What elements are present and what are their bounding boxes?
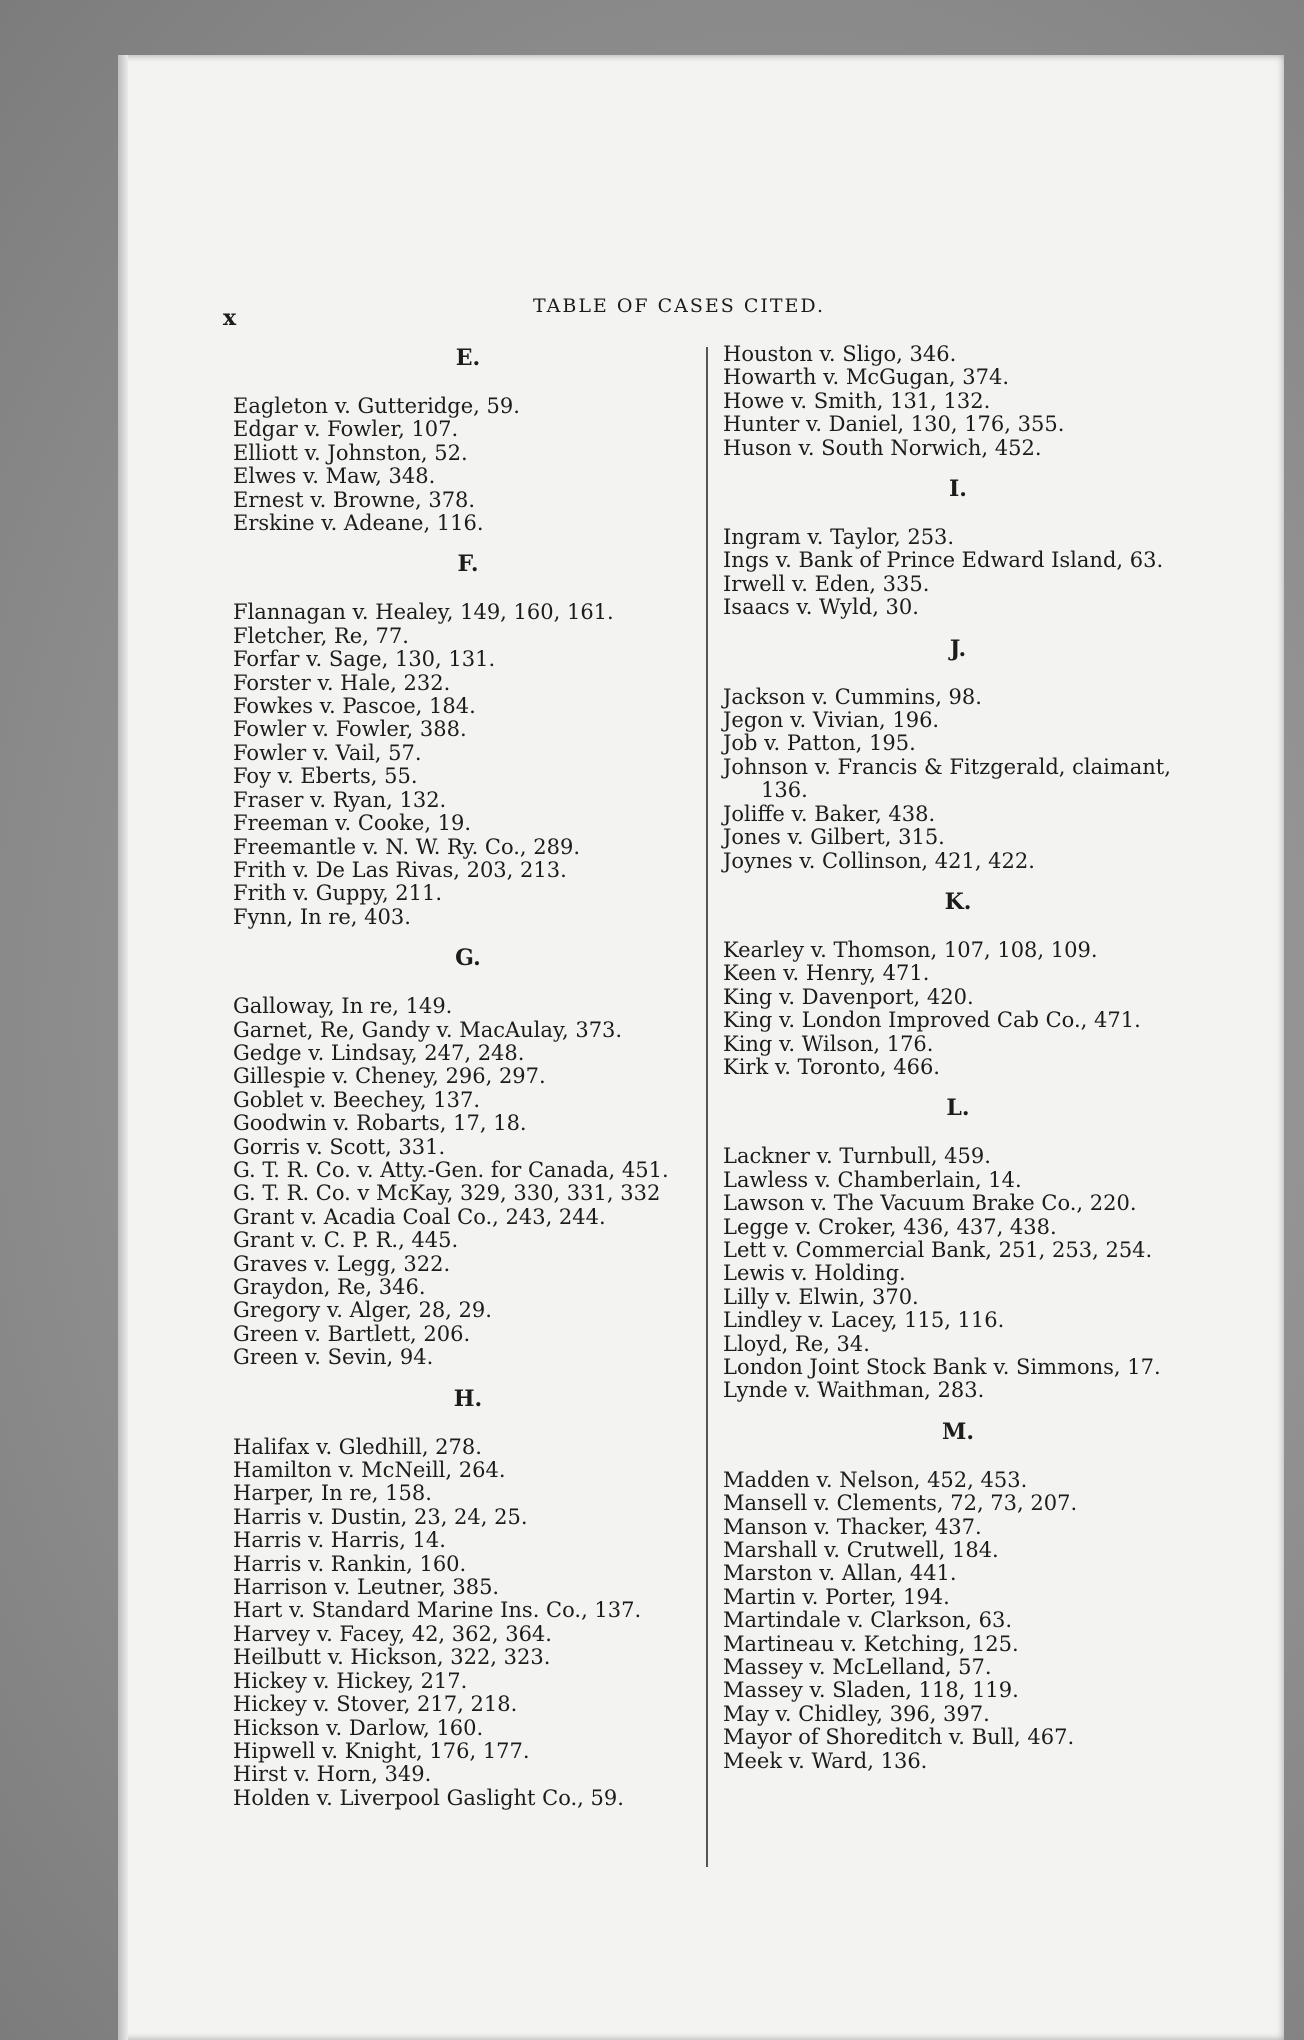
case-entry: Forster v. Hale, 232. — [233, 670, 451, 695]
case-entry: Meek v. Ward, 136. — [723, 1748, 928, 1773]
case-entry: Fowler v. Vail, 57. — [233, 740, 422, 765]
page-number: x — [223, 305, 237, 331]
case-entry: Lawless v. Chamberlain, 14. — [723, 1167, 1022, 1192]
case-entry: Marshall v. Crutwell, 184. — [723, 1538, 999, 1563]
case-entry: King v. London Improved Cab Co., 471. — [723, 1008, 1141, 1033]
case-entry: Hart v. Standard Marine Ins. Co., 137. — [233, 1598, 642, 1623]
case-entry: Jegon v. Vivian, 196. — [723, 708, 940, 733]
running-head — [118, 295, 1284, 331]
right-column — [723, 343, 1193, 1791]
case-entry: Harris v. Harris, 14. — [233, 1528, 446, 1553]
case-entry: Graydon, Re, 346. — [233, 1275, 426, 1299]
case-entry: Harrison v. Leutner, 385. — [233, 1575, 500, 1600]
case-entry: Erskine v. Adeane, 116. — [233, 511, 484, 536]
case-entry: Martineau v. Ketching, 125. — [723, 1631, 1019, 1656]
case-entry: Job v. Patton, 195. — [723, 731, 916, 756]
case-entry: Grant v. C. P. R., 445. — [233, 1228, 459, 1253]
case-entry: Lewis v. Holding. — [723, 1261, 906, 1286]
case-entry: Ings v. Bank of Prince Edward Island, 63. — [723, 548, 1164, 573]
index-section — [723, 635, 1193, 873]
case-entry: Grant v. Acadia Coal Co., 243, 244. — [233, 1204, 606, 1229]
case-entry: Frith v. Guppy, 211. — [233, 881, 443, 906]
section-letter: L. — [946, 1095, 970, 1122]
index-section — [233, 553, 703, 929]
index-section — [723, 1097, 1193, 1402]
case-entry: Forfar v. Sage, 130, 131. — [233, 647, 496, 672]
index-section — [723, 1418, 1193, 1773]
case-entry: Galloway, In re, 149. — [233, 994, 453, 1019]
section-letter: I. — [949, 476, 967, 503]
case-entry: Fowkes v. Pascoe, 184. — [233, 694, 476, 719]
case-entry: Howe v. Smith, 131, 132. — [723, 388, 991, 413]
case-entry: Holden v. Liverpool Gaslight Co., 59. — [233, 1785, 624, 1810]
page-edge — [118, 55, 128, 2040]
case-entry: Gorris v. Scott, 331. — [233, 1134, 446, 1159]
case-entry: Johnson v. Francis & Fitzgerald, claimant, 136. — [723, 754, 1171, 803]
section-letter: G. — [455, 945, 481, 972]
case-entry: Houston v. Sligo, 346. — [723, 342, 957, 366]
case-entry: Ingram v. Taylor, 253. — [723, 525, 955, 550]
case-entry: Jones v. Gilbert, 315. — [723, 825, 945, 850]
case-entry: Lynde v. Waithman, 283. — [723, 1378, 985, 1403]
case-entry: Goodwin v. Robarts, 17, 18. — [233, 1111, 527, 1136]
case-entry: King v. Davenport, 420. — [723, 984, 974, 1009]
case-entry: Elliott v. Johnston, 52. — [233, 440, 468, 465]
case-entry: Gedge v. Lindsay, 247, 248. — [233, 1040, 525, 1065]
case-entry: Harris v. Dustin, 23, 24, 25. — [233, 1504, 528, 1529]
case-entry: Lindley v. Lacey, 115, 116. — [723, 1308, 1005, 1333]
case-entry: Keen v. Henry, 471. — [723, 961, 930, 986]
book-page — [118, 55, 1284, 2040]
case-entry: Harvey v. Facey, 42, 362, 364. — [233, 1621, 552, 1646]
case-entry: Lett v. Commercial Bank, 251, 253, 254. — [723, 1237, 1153, 1262]
case-entry: Martin v. Porter, 194. — [723, 1584, 950, 1609]
case-entry: Lackner v. Turnbull, 459. — [723, 1144, 991, 1169]
case-entry: Green v. Sevin, 94. — [233, 1345, 434, 1370]
index-section — [723, 888, 1193, 1079]
case-entry: Massey v. McLelland, 57. — [723, 1655, 992, 1680]
case-entry: Mayor of Shoreditch v. Bull, 467. — [723, 1725, 1075, 1750]
case-entry: Edgar v. Fowler, 107. — [233, 417, 459, 442]
index-section — [233, 347, 703, 535]
case-entry: Hickey v. Hickey, 217. — [233, 1668, 468, 1693]
index-section — [723, 343, 1193, 460]
case-entry: Massey v. Sladen, 118, 119. — [723, 1678, 1019, 1703]
case-entry: Madden v. Nelson, 452, 453. — [723, 1467, 1028, 1492]
case-entry: Huson v. South Norwich, 452. — [723, 435, 1042, 460]
case-entry: Frith v. De Las Rivas, 203, 213. — [233, 857, 567, 882]
case-entry: Marston v. Allan, 441. — [723, 1561, 957, 1586]
case-entry: Legge v. Croker, 436, 437, 438. — [723, 1214, 1057, 1239]
case-entry: Gillespie v. Cheney, 296, 297. — [233, 1064, 546, 1089]
page-title: TABLE OF CASES CITED. — [533, 295, 826, 317]
case-entry: Goblet v. Beechey, 137. — [233, 1087, 481, 1112]
case-entry: Isaacs v. Wyld, 30. — [723, 595, 919, 620]
case-entry: Eagleton v. Gutteridge, 59. — [233, 394, 520, 418]
case-entry: Foy v. Eberts, 55. — [233, 764, 418, 789]
case-entry: Hickey v. Stover, 217, 218. — [233, 1692, 518, 1717]
case-entry: Lloyd, Re, 34. — [723, 1331, 870, 1356]
left-column — [233, 343, 703, 1828]
case-entry: Freeman v. Cooke, 19. — [233, 811, 472, 836]
case-entry: Kearley v. Thomson, 107, 108, 109. — [723, 937, 1098, 962]
case-entry: Kirk v. Toronto, 466. — [723, 1054, 940, 1079]
case-entry: Lilly v. Elwin, 370. — [723, 1284, 919, 1309]
case-entry: Hickson v. Darlow, 160. — [233, 1715, 484, 1740]
case-entry: Freemantle v. N. W. Ry. Co., 289. — [233, 834, 581, 859]
column-divider — [706, 347, 708, 1867]
case-entry: London Joint Stock Bank v. Simmons, 17. — [723, 1355, 1161, 1379]
case-entry: Fletcher, Re, 77. — [233, 623, 409, 648]
case-entry: G. T. R. Co. v McKay, 329, 330, 331, 332 — [233, 1181, 661, 1206]
case-entry: Garnet, Re, Gandy v. MacAulay, 373. — [233, 1017, 623, 1042]
case-entry: Fynn, In re, 403. — [233, 904, 411, 929]
case-entry: Irwell v. Eden, 335. — [723, 571, 930, 596]
section-letter: E. — [455, 345, 481, 371]
section-letter: F. — [457, 551, 479, 578]
case-entry: Martindale v. Clarkson, 63. — [723, 1608, 1013, 1633]
section-letter: M. — [941, 1418, 974, 1445]
section-letter: J. — [949, 635, 967, 662]
case-entry: Howarth v. McGugan, 374. — [723, 365, 1010, 390]
case-entry: Heilbutt v. Hickson, 322, 323. — [233, 1645, 551, 1670]
case-entry: Hirst v. Horn, 349. — [233, 1762, 432, 1787]
case-entry: Jackson v. Cummins, 98. — [723, 684, 982, 709]
index-section — [723, 478, 1193, 620]
index-section — [233, 947, 703, 1370]
case-entry: Hunter v. Daniel, 130, 176, 355. — [723, 412, 1065, 437]
case-entry: Joliffe v. Baker, 438. — [723, 801, 936, 826]
case-entry: Graves v. Legg, 322. — [233, 1251, 451, 1276]
section-letter: K. — [944, 888, 972, 915]
case-entry: Gregory v. Alger, 28, 29. — [233, 1298, 492, 1323]
case-entry: Lawson v. The Vacuum Brake Co., 220. — [723, 1191, 1137, 1216]
case-entry: G. T. R. Co. v. Atty.-Gen. for Canada, 451. — [233, 1157, 669, 1182]
index-section — [233, 1385, 703, 1811]
case-entry: Manson v. Thacker, 437. — [723, 1514, 982, 1539]
case-entry: Flannagan v. Healey, 149, 160, 161. — [233, 600, 614, 625]
section-letter: H. — [453, 1385, 483, 1412]
case-entry: Joynes v. Collinson, 421, 422. — [723, 848, 1035, 873]
case-entry: King v. Wilson, 176. — [723, 1031, 934, 1056]
case-entry: Harper, In re, 158. — [233, 1481, 432, 1506]
case-entry: Green v. Bartlett, 206. — [233, 1321, 471, 1346]
case-entry: Mansell v. Clements, 72, 73, 207. — [723, 1491, 1078, 1516]
case-entry: Elwes v. Maw, 348. — [233, 464, 436, 489]
case-entry: Hamilton v. McNeill, 264. — [233, 1458, 506, 1483]
case-entry: Fraser v. Ryan, 132. — [233, 787, 447, 812]
case-entry: Fowler v. Fowler, 388. — [233, 717, 467, 742]
case-entry: Ernest v. Browne, 378. — [233, 487, 476, 512]
case-entry: May v. Chidley, 396, 397. — [723, 1701, 990, 1726]
case-entry: Harris v. Rankin, 160. — [233, 1551, 467, 1576]
case-entry: Halifax v. Gledhill, 278. — [233, 1434, 482, 1459]
case-entry: Hipwell v. Knight, 176, 177. — [233, 1738, 530, 1763]
